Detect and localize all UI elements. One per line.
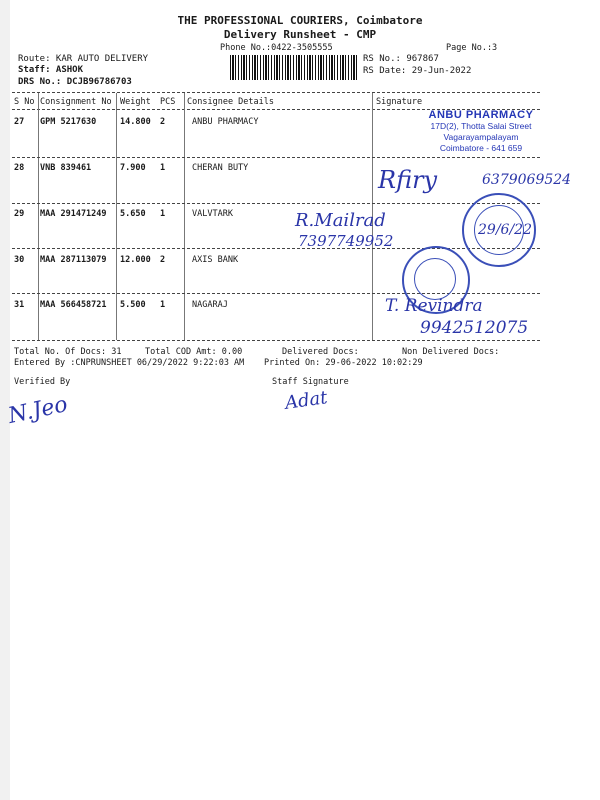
phone-number: Phone No.:0422-3505555 — [220, 43, 333, 53]
printed-on: Printed On: 29-06-2022 10:02:29 — [264, 358, 423, 368]
row-consignment: MAA 291471249 — [40, 209, 107, 219]
row-sno: 30 — [14, 255, 25, 265]
row-consignment: GPM 5217630 — [40, 117, 97, 127]
staff: Staff: ASHOK — [18, 65, 84, 75]
staff-signature-label: Staff Signature — [272, 377, 349, 387]
col-divider — [38, 93, 39, 340]
runsheet-title: Delivery Runsheet - CMP — [223, 28, 377, 41]
total-cod: Total COD Amt: 0.00 — [145, 347, 243, 357]
stamp-address-1: 17D(2), Thotta Salai Street — [430, 121, 532, 131]
row-consignee: NAGARAJ — [192, 300, 228, 310]
row-pcs: 1 — [160, 163, 166, 173]
drs-number: DRS No.: DCJB96786703 — [18, 77, 132, 87]
row-pcs: 1 — [160, 300, 166, 310]
company-name: THE PROFESSIONAL COURIERS, Coimbatore — [177, 14, 423, 27]
row-weight: 5.500 — [120, 300, 146, 310]
delivered-docs: Delivered Docs: — [282, 347, 359, 357]
col-pcs: PCS — [160, 97, 176, 107]
row-pcs: 1 — [160, 209, 166, 219]
signature-row-31: T. Revindra — [385, 296, 483, 316]
row-weight: 12.000 — [120, 255, 151, 265]
row-consignee: VALVTARK — [192, 209, 233, 219]
phone-row-31: 9942512075 — [420, 318, 529, 338]
pharmacy-stamp — [420, 110, 542, 156]
company-title — [0, 14, 600, 42]
stamp-address-2: Vagarayampalayam — [443, 132, 519, 142]
phone-row-29: 7397749952 — [298, 232, 394, 250]
stamp-address-3: Coimbatore - 641 659 — [439, 143, 523, 153]
page-fold-shadow — [0, 0, 10, 800]
signature-row-28: Rfiry — [378, 166, 438, 194]
col-signature: Signature — [376, 97, 423, 107]
verified-signature: N.Jeo — [6, 392, 70, 429]
col-weight: Weight — [120, 97, 151, 107]
page-number: Page No.:3 — [446, 43, 498, 53]
row-sno: 27 — [14, 117, 25, 127]
row-consignee: ANBU PHARMACY — [192, 117, 259, 127]
row-sno: 31 — [14, 300, 25, 310]
row-consignee: CHERAN BUTY — [192, 163, 249, 173]
table-top-rule — [12, 92, 540, 93]
signature-row-29: R.Mailrad — [295, 210, 386, 231]
row-consignment: VNB 839461 — [40, 163, 92, 173]
row-pcs: 2 — [160, 117, 166, 127]
non-delivered-docs: Non Delivered Docs: — [402, 347, 500, 357]
row-weight: 7.900 — [120, 163, 146, 173]
rs-number: RS No.: 967867 — [363, 54, 439, 64]
col-consignee: Consignee Details — [187, 97, 274, 107]
row-weight: 14.800 — [120, 117, 151, 127]
barcode — [230, 55, 358, 80]
phone-row-28: 6379069524 — [482, 172, 572, 188]
row-consignment: MAA 287113079 — [40, 255, 107, 265]
row-weight: 5.650 — [120, 209, 146, 219]
table-bottom-rule — [12, 340, 540, 341]
date-row-29: 29/6/22 — [478, 222, 532, 238]
bank-seal-inner — [414, 258, 456, 300]
row-sno: 29 — [14, 209, 25, 219]
row-sno: 28 — [14, 163, 25, 173]
col-consignment: Consignment No — [40, 97, 112, 107]
row-consignment: MAA 566458721 — [40, 300, 107, 310]
entered-by: Entered By :CNPRUNSHEET 06/29/2022 9:22:03 AM — [14, 358, 245, 368]
col-divider — [184, 93, 185, 340]
route: Route: KAR AUTO DELIVERY — [18, 54, 149, 64]
rs-date: RS Date: 29-Jun-2022 — [363, 66, 472, 76]
col-divider — [116, 93, 117, 340]
staff-signature: Adat — [283, 387, 329, 414]
verified-by-label: Verified By — [14, 377, 71, 387]
stamp-name: ANBU PHARMACY — [428, 109, 534, 121]
total-docs: Total No. Of Docs: 31 — [14, 347, 122, 357]
row-rule — [12, 203, 540, 204]
col-sno: S No — [14, 97, 35, 107]
row-rule — [12, 248, 540, 249]
row-consignee: AXIS BANK — [192, 255, 239, 265]
row-rule — [12, 157, 540, 158]
row-pcs: 2 — [160, 255, 166, 265]
